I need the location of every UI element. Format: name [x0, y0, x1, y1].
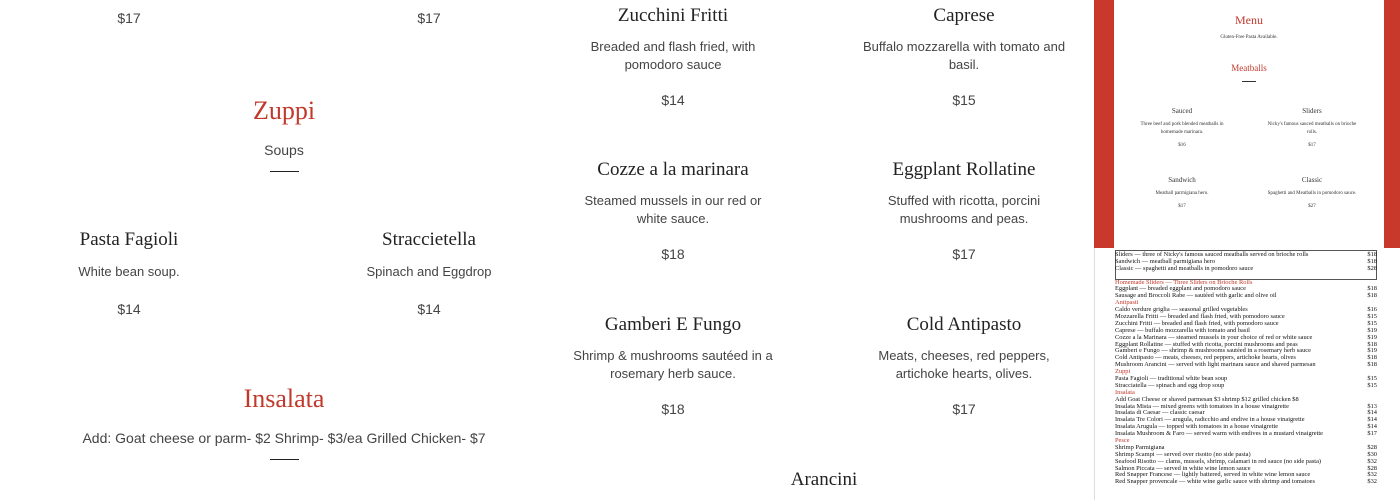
menu-item-name: Gamberi E Fungo — [604, 314, 742, 335]
preview-line-price: $32 — [1367, 457, 1377, 465]
preview-item-name: Classic — [1301, 176, 1323, 184]
preview-item — [1262, 176, 1362, 209]
menu-text-preview[interactable] — [1094, 248, 1400, 500]
preview-item-name: Sandwich — [1168, 176, 1196, 184]
section-title-zuppi: Zuppi — [252, 96, 316, 125]
preview-line — [1115, 265, 1377, 272]
menu-item — [854, 5, 1074, 108]
preview-item-price: $17 — [1178, 204, 1186, 209]
preview-line-text: Cold Antipasto — meats, cheeses, red peppers, artichoke hearts, olives — [1115, 354, 1296, 362]
preview-section-title: Meatballs — [1231, 63, 1267, 73]
menu-item — [573, 314, 773, 417]
preview-line — [1115, 409, 1377, 416]
preview-line-text: Stracciatella — spinach and egg drop soup — [1115, 381, 1225, 389]
preview-line — [1115, 375, 1377, 382]
preview-item-desc: Nicky's famous sauced meatballs on brioche rolls. — [1267, 122, 1357, 135]
menu-item-price: $14 — [117, 301, 141, 317]
menu-item-price: $18 — [661, 246, 685, 262]
preview-line-text: Salmon Piccata — served in white wine lemon sauce — [1115, 464, 1251, 472]
menu-item — [329, 229, 529, 317]
preview-gluten-note: Gluten-Free Pasta Available. — [1220, 35, 1278, 40]
preview-line-price: $18 — [1367, 257, 1377, 265]
preview-line — [1115, 341, 1377, 348]
preview-line — [1115, 451, 1377, 458]
preview-line — [1115, 327, 1377, 334]
preview-line-text: Pesce — [1115, 437, 1130, 444]
preview-line-text: Insalata Arugula — topped with tomatoes in a house vinaigrette — [1115, 423, 1279, 431]
preview-item-price: $27 — [1308, 204, 1316, 209]
preview-line-text: Caldo verdure griglia — seasonal grilled vegetables — [1115, 306, 1248, 314]
menu-item-description: Buffalo mozzarella with tomato and basil. — [862, 39, 1066, 72]
preview-line-price: $32 — [1367, 471, 1377, 479]
preview-line — [1115, 416, 1377, 423]
preview-line — [1115, 430, 1377, 437]
preview-line-price: $17 — [1367, 430, 1377, 438]
preview-line — [1115, 472, 1377, 479]
preview-item — [1132, 107, 1232, 148]
preview-line-list — [1115, 251, 1377, 485]
preview-divider — [1242, 81, 1256, 82]
menu-item-price: $14 — [661, 92, 685, 108]
menu-item-name: Straccietella — [382, 229, 476, 250]
preview-line — [1115, 285, 1377, 292]
menu-item-description: White bean soup. — [78, 264, 180, 279]
preview-line-text: Mushroom Arancini — served with light marinara sauce and shaved parmesan — [1115, 361, 1316, 369]
preview-line-price: $15 — [1367, 319, 1377, 327]
menu-item-description: Spinach and Eggdrop — [366, 264, 492, 279]
preview-line-text: Sliders — three of Nicky's famous sauced meatballs served on brioche rolls — [1115, 250, 1309, 258]
preview-line — [1115, 334, 1377, 341]
preview-line-price: $14 — [1367, 409, 1377, 417]
section-divider — [270, 459, 299, 460]
preview-line — [1115, 292, 1377, 299]
menu-item-name: Pasta Fagioli — [79, 229, 179, 250]
menu-item-name: Eggplant Rollatine — [892, 159, 1036, 180]
preview-line-text: Homemade Sliders — Three Sliders on Brioche Rolls — [1115, 278, 1253, 286]
preview-line — [1115, 458, 1377, 465]
preview-line — [1115, 389, 1377, 396]
preview-line — [1115, 478, 1377, 485]
preview-line-text: Zuppi — [1115, 368, 1131, 376]
preview-line-price: $19 — [1367, 326, 1377, 334]
preview-line-price: $18 — [1367, 285, 1377, 293]
preview-line-text: Sausage and Broccoli Rabe — sautéed with garlic and olive oil — [1115, 292, 1277, 300]
preview-line — [1115, 423, 1377, 430]
preview-line — [1115, 354, 1377, 361]
menu-item-description: Steamed mussels in our red or white sauce. — [584, 193, 762, 226]
preview-line-text: Insalata Tre Colori — arugula, radicchio and endive in a house vinaigrette — [1115, 416, 1305, 424]
preview-line — [1115, 403, 1377, 410]
preview-line-text: Add Goat Cheese or shaved parmesan $3 shrimp $12 grilled chicken $8 — [1115, 395, 1299, 403]
preview-item-name: Sauced — [1171, 107, 1193, 115]
menu-item-description: Stuffed with ricotta, porcini mushrooms and peas. — [887, 193, 1041, 226]
preview-line-price: $18 — [1367, 250, 1377, 258]
menu-item-description: Meats, cheeses, red peppers, artichoke hearts, olives. — [878, 348, 1050, 381]
menu-item-description: Shrimp & mushrooms sautéed in a rosemary herb sauce. — [573, 348, 773, 381]
preview-line — [1115, 306, 1377, 313]
preview-line-price: $28 — [1367, 464, 1377, 472]
preview-item-price: $16 — [1178, 143, 1186, 148]
preview-line — [1115, 279, 1377, 286]
preview-line-price: $14 — [1367, 423, 1377, 431]
preview-line-text: Antipasti — [1115, 299, 1139, 307]
item-price: $17 — [417, 10, 441, 26]
preview-line-text: Insalata — [1115, 388, 1135, 396]
preview-line — [1115, 382, 1377, 389]
preview-line-price: $18 — [1367, 292, 1377, 300]
preview-line — [1115, 396, 1377, 403]
preview-line — [1115, 465, 1377, 472]
preview-line-price: $28 — [1367, 443, 1377, 451]
preview-line-text: Caprese — buffalo mozzarella with tomato and basil — [1115, 326, 1250, 334]
item-price: $17 — [117, 10, 141, 26]
menu-item — [859, 159, 1069, 262]
preview-line-text: Cozze a la Marinara — steamed mussels in your choice of red or white sauce — [1115, 333, 1313, 341]
preview-line-text: Seafood Risotto — clams, mussels, shrimp, calamari in red sauce (no side pasta) — [1115, 457, 1322, 465]
menu-item-price: $14 — [417, 301, 441, 317]
preview-line-text: Red Snapper provencale — white wine garlic sauce with shrimp and tomatoes — [1115, 478, 1316, 486]
preview-line — [1115, 251, 1377, 258]
menu-item-price: $18 — [661, 401, 685, 417]
menu-item-name: Arancini — [790, 469, 858, 490]
preview-item — [1132, 176, 1232, 209]
section-subtitle: Soups — [264, 142, 304, 158]
preview-line-text: Shrimp Parmigiana — [1115, 443, 1165, 451]
preview-line — [1115, 320, 1377, 327]
preview-line-price: $18 — [1367, 354, 1377, 362]
preview-line-text: Mozzarella Fritti — breaded and flash fried, with pomodoro sauce — [1115, 312, 1285, 320]
preview-line — [1115, 361, 1377, 368]
preview-line-price: $14 — [1367, 416, 1377, 424]
preview-line-price: $15 — [1367, 312, 1377, 320]
preview-menu-title: Menu — [1235, 13, 1263, 27]
preview-line-price: $30 — [1367, 450, 1377, 458]
preview-line-text: Eggplant Rollatine — stuffed with ricotta, porcini mushrooms and peas — [1115, 340, 1298, 348]
preview-line-text: Insalata Mushroom & Faro — served warm with endives in a mustard vinaigrette — [1115, 430, 1324, 438]
preview-line-price: $32 — [1367, 478, 1377, 486]
preview-line-price: $18 — [1367, 340, 1377, 348]
menu-item-name: Cozze a la marinara — [597, 159, 749, 180]
menu-item — [859, 314, 1069, 417]
preview-line-price: $19 — [1367, 333, 1377, 341]
preview-line-price: $15 — [1367, 381, 1377, 389]
menu-item-price: $17 — [952, 246, 976, 262]
menu-item — [573, 159, 773, 262]
menu-item-price: $17 — [952, 401, 976, 417]
menu-item-name: Zucchini Fritti — [617, 5, 729, 26]
preview-line-text: Eggplant — breaded eggplant and pomodoro sauce — [1115, 285, 1246, 293]
preview-item — [1262, 107, 1362, 148]
preview-line — [1115, 258, 1377, 265]
menu-item — [563, 5, 783, 108]
menu-item — [724, 469, 924, 491]
menu-item-price: $15 — [952, 92, 976, 108]
preview-line-text: Red Snapper Francese — lightly battered, served in white wine lemon sauce — [1115, 471, 1311, 479]
preview-line-text: Insalata di Caesar — classic caesar — [1115, 409, 1205, 417]
preview-line — [1115, 368, 1377, 375]
preview-item-desc: Meatball parmigiana hero. — [1155, 191, 1209, 196]
menu-item-name: Cold Antipasto — [906, 314, 1022, 335]
section-title-insalata: Insalata — [243, 384, 325, 413]
preview-line-text: Zucchini Fritti — breaded and flash fried, with pomodoro sauce — [1115, 319, 1279, 327]
menu-item-name: Caprese — [933, 5, 995, 26]
preview-line-price: $13 — [1367, 402, 1377, 410]
preview-line-text: Sandwich — meatball parmigiana hero — [1115, 257, 1216, 265]
preview-line-text: Shrimp Scampi — served over risotto (no side pasta) — [1115, 450, 1251, 458]
section-subtitle: Add: Goat cheese or parm- $2 Shrimp- $3/ea Grilled Chicken- $7 — [82, 430, 486, 446]
preview-line-text: Insalata Mista — mixed greens with tomatoes in a house vinaigrette — [1115, 402, 1289, 410]
menu-preview-page — [1114, 0, 1384, 248]
preview-line — [1115, 444, 1377, 451]
preview-line — [1115, 347, 1377, 354]
preview-line — [1115, 272, 1377, 279]
preview-line — [1115, 437, 1377, 444]
preview-line-text: Classic — spaghetti and meatballs in pomodoro sauce — [1115, 264, 1254, 272]
preview-line-text: Pasta Fagioli — traditional white bean soup — [1115, 374, 1228, 382]
preview-item-desc: Spaghetti and Meatballs in pomodoro sauce. — [1267, 191, 1357, 196]
preview-item-price: $17 — [1308, 143, 1316, 148]
preview-item-desc: Three beef and pork blended meatballs in homemade marinara. — [1140, 122, 1224, 135]
preview-item-name: Sliders — [1302, 107, 1322, 115]
preview-line-price: $15 — [1367, 374, 1377, 382]
preview-line-price: $19 — [1367, 347, 1377, 355]
preview-line-price: $28 — [1367, 264, 1377, 272]
section-divider — [270, 171, 299, 172]
preview-line-price: $18 — [1367, 361, 1377, 369]
preview-line — [1115, 299, 1377, 306]
menu-item-description: Breaded and flash fried, with pomodoro sauce — [590, 39, 756, 72]
preview-line-price: $16 — [1367, 306, 1377, 314]
preview-line — [1115, 313, 1377, 320]
menu-item — [29, 229, 229, 317]
preview-line-text: Gamberi e Fungo — shrimp & mushrooms sautéed in a rosemary herb sauce — [1115, 347, 1311, 355]
